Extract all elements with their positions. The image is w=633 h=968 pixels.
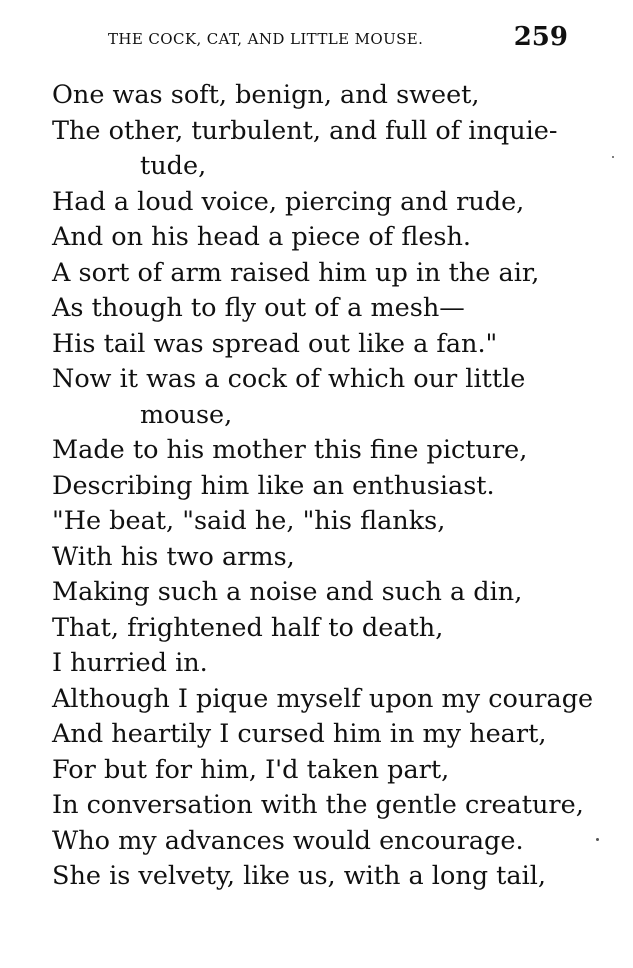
poem-line: His tail was spread out like a fan." [52,328,498,359]
poem-line: And on his head a piece of flesh. [52,222,472,252]
poem-line: Although I pique myself upon my courage [52,683,594,714]
poem-line: For but for him, I'd taken part, [52,754,450,785]
poem-line: The other, turbulent, and full of inquie- [52,115,558,146]
poem-line: That, frightened half to death, [52,612,444,643]
poem-line: "He beat, "said he, "his flanks, [52,506,446,536]
poem-line: A sort of arm raised him up in the air, [52,257,540,288]
poem-line: Had a loud voice, piercing and rude, [52,186,525,217]
poem-text [52,78,594,895]
poem-line: Describing him like an enthusiast. [52,470,495,501]
poem-line: In conversation with the gentle creature, [52,790,584,820]
running-title: THE COCK, CAT, AND LITTLE MOUSE. [108,30,424,48]
poem-line: She is velvety, like us, with a long tail, [52,861,547,891]
poem-line: One was soft, benign, and sweet, [52,80,480,110]
poem-line: Who my advances would encourage. [52,825,524,856]
poem-line: And heartily I cursed him in my heart, [52,719,547,749]
page-number: 259 [513,22,568,52]
poem-line: With his two arms, [52,541,295,572]
poem-line: Made to his mother this fine picture, [52,435,528,465]
poem-line-continuation: mouse, [140,399,233,430]
poem-line-continuation: tude, [140,151,207,181]
poem-line: I hurried in. [52,648,208,678]
scan-speck [596,838,599,841]
running-head [108,22,568,54]
poem-line: Making such a noise and such a din, [52,577,523,607]
poem-line: As though to fly out of a mesh— [52,293,465,323]
poem-line: Now it was a cock of which our little [52,364,526,394]
scan-speck [612,156,614,158]
